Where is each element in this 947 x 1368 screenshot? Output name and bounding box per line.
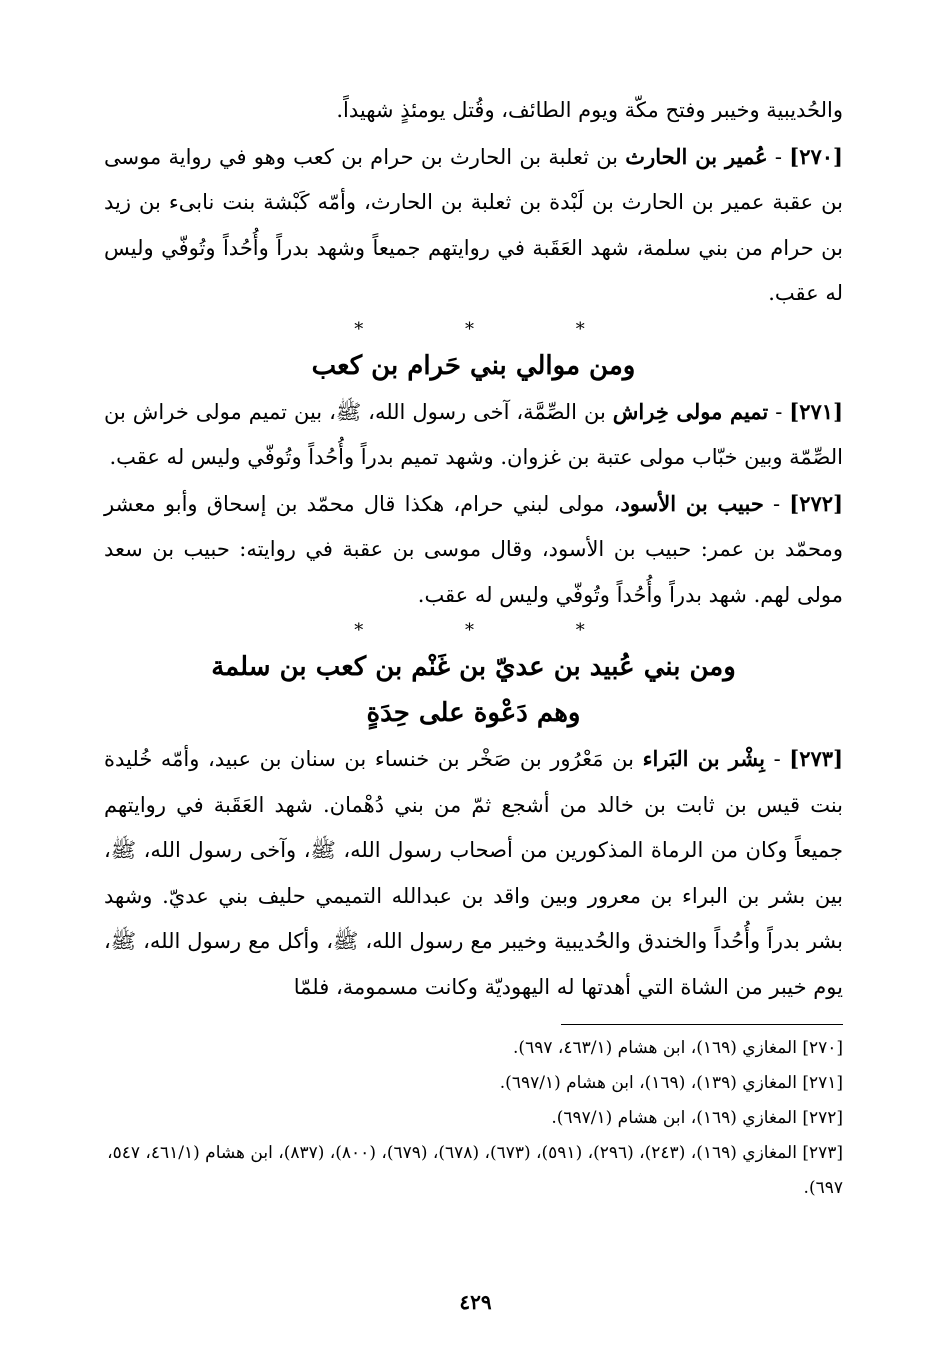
- section-heading: ومن بني عُبيد بن عديّ بن غَنْم بن كعب بن سلمة: [211, 652, 736, 682]
- entry-number: [٢٧٠]: [789, 143, 843, 169]
- page-number: ٤٢٩: [459, 1290, 492, 1314]
- intro-line: والحُديبية وخيبر وفتح مكّة ويوم الطائف، وقُتل يومئذٍ شهيداً.: [336, 98, 843, 122]
- section-divider-stars: * * *: [354, 318, 633, 340]
- footnote-270: [٢٧٠] المغازي (١٦٩)، ابن هشام (٤٦٣/١، ٦٩٧).: [513, 1038, 843, 1058]
- entry-name: تميم مولى خِراش: [612, 398, 769, 424]
- entry-text: بن ثعلبة بن الحارث بن حرام بن كعب وهو في رواية موسى بن عقبة عمير بن الحارث بن لَبْدة بن ثعلبة بن الحارث، وأمّه كَبْشة بنت نابىء بن زيد بن حرام من بني سلمة، شهد العَقَبة في روايتهم جميعاً وشهد بدراً وأُحُداً وتُوفّي وليس له عقب.: [104, 144, 843, 305]
- entry-name: بِشْر بن البَراء: [642, 746, 765, 771]
- footnote-271: [٢٧١] المغازي (١٣٩)، (١٦٩)، ابن هشام (٦٩٧/١).: [499, 1073, 843, 1093]
- entry-number: [٢٧٣]: [789, 746, 843, 771]
- entry-number: [٢٧١]: [789, 398, 843, 424]
- entry-number: [٢٧٢]: [789, 490, 843, 516]
- entry-271: [٢٧١] - تميم مولى خِراش بن الصِّمَّة، آخى رسول الله، ﷺ، بين تميم مولى خراش بن الصِّمّة وبين خبّاب مولى عتبة بن غزوان. وشهد تميم بدراً وأُحُداً وتُوفّي وليس له عقب.: [104, 398, 843, 469]
- section-subheading: وهم دَعْوة على حِدَةٍ: [366, 698, 581, 728]
- footnote-272: [٢٧٢] المغازي (١٦٩)، ابن هشام (٦٩٧/١).: [551, 1108, 843, 1128]
- entry-text: ، مولى لبني حرام، هكذا قال محمّد بن إسحاق وأبو معشر ومحمّد بن عمر: حبيب بن الأسود، وقال موسى بن عقبة في روايته: حبيب بن سعد مولى لهم. شهد بدراً وأُحُداً وتُوفّي وليس له عقب.: [104, 491, 843, 607]
- section-divider-stars: * * *: [354, 620, 633, 641]
- entry-270: [٢٧٠] - عُمير بن الحارث بن ثعلبة بن الحارث بن حرام بن كعب وهو في رواية موسى بن عقبة عمير بن الحارث بن لَبْدة بن ثعلبة بن الحارث، وأمّه كَبْشة بنت نابىء بن زيد بن حرام من بني سلمة، شهد العَقَبة في روايتهم جميعاً وشهد بدراً وأُحُداً وتُوفّي وليس له عقب.: [104, 143, 843, 305]
- entry-272: [٢٧٢] - حبيب بن الأسود، مولى لبني حرام، هكذا قال محمّد بن إسحاق وأبو معشر ومحمّد بن عمر: حبيب بن الأسود، وقال موسى بن عقبة في روايته: حبيب بن سعد مولى لهم. شهد بدراً وأُحُداً وتُوفّي وليس له عقب.: [104, 490, 843, 607]
- entry-text: بن الصِّمَّة، آخى رسول الله، ﷺ، بين تميم مولى خراش بن الصِّمّة وبين خبّاب مولى عتبة بن غزوان. وشهد تميم بدراً وأُحُداً وتُوفّي وليس له عقب.: [104, 399, 843, 469]
- section-heading: ومن موالي بني حَرام بن كعب: [311, 350, 636, 381]
- entry-name: عُمير بن الحارث: [625, 143, 768, 169]
- footnote-273: [٢٧٣] المغازي (١٦٩)، (٢٤٣)، (٢٩٦)، (٥٩١)، (٦٧٣)، (٦٧٨)، (٦٧٩)، (٨٠٠)، (٨٣٧)، ابن هشام (٤٦١/١، ٥٤٧، ٦٩٧).: [107, 1143, 843, 1198]
- entry-text: بن مَعْرُور بن صَخْر بن خنساء بن سنان بن عبيد، وأمّه خُليدة بنت قيس بن ثابت بن خالد من أشجع ثمّ من بني دُهْمان. شهد العَقَبة في روايتهم جميعاً وكان من الرماة المذكورين من أصحاب رسول الله، ﷺ، وآخى رسول الله، ﷺ، بين بشر بن البراء بن معرور وبين واقد بن عبدالله التميمي حليف بني عديّ. وشهد بشر بدراً وأُحُداً والخندق والحُديبية وخيبر مع رسول الله، ﷺ، وأكل مع رسول الله، ﷺ، يوم خيبر من الشاة التي أهدتها له اليهوديّة وكانت مسمومة، فلمّا: [104, 747, 843, 999]
- entry-273: [٢٧٣] - بِشْر بن البَراء بن مَعْرُور بن صَخْر بن خنساء بن سنان بن عبيد، وأمّه خُليدة بنت قيس بن ثابت بن خالد من أشجع ثمّ من بني دُهْمان. شهد العَقَبة في روايتهم جميعاً وكان من الرماة المذكورين من أصحاب رسول الله، ﷺ، وآخى رسول الله، ﷺ، بين بشر بن البراء بن معرور وبين واقد بن عبدالله التميمي حليف بني عديّ. وشهد بشر بدراً وأُحُداً والخندق والحُديبية وخيبر مع رسول الله، ﷺ، وأكل مع رسول الله، ﷺ، يوم خيبر من الشاة التي أهدتها له اليهوديّة وكانت مسمومة، فلمّا: [104, 746, 843, 999]
- entry-name: حبيب بن الأسود: [620, 490, 764, 516]
- footnote-separator: [561, 1024, 843, 1025]
